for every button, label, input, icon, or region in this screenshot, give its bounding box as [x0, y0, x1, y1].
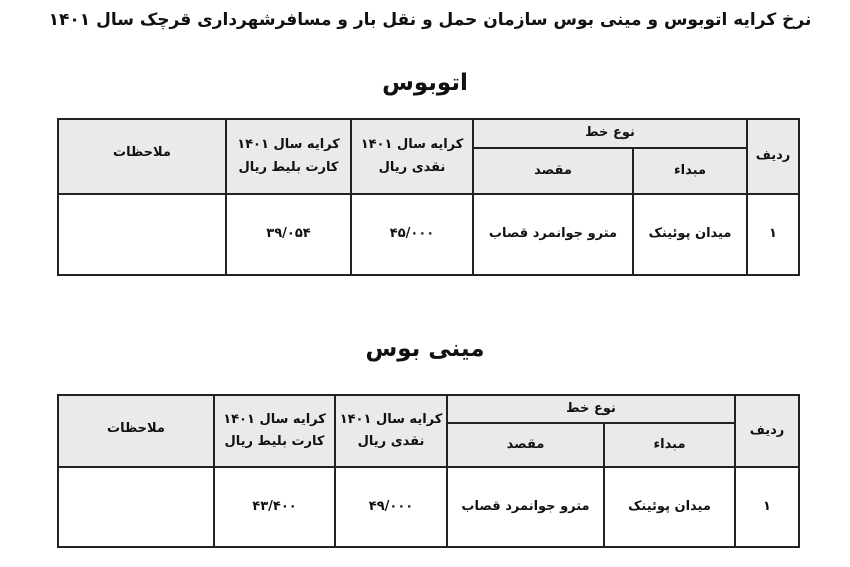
header-cash-fare [335, 395, 447, 467]
header-cash-fare-line2: نقدی ریال [378, 159, 446, 175]
header-route-type: نوع خط [447, 395, 735, 423]
header-origin: مبداء [633, 148, 747, 194]
cell-cash-fare: ۴۹/۰۰۰ [335, 467, 447, 547]
document-title: نرخ کرایه اتوبوس و مینی بوس سازمان حمل و نقل بار و مسافرشهرداری قرچک سال ۱۴۰۱ [48, 10, 812, 30]
header-notes: ملاحظات [58, 119, 226, 194]
header-card-fare-line1: کرایه سال ۱۴۰۱ [223, 411, 326, 427]
table-row [58, 194, 799, 275]
cell-card-fare: ۴۳/۴۰۰ [214, 467, 335, 547]
cell-notes [58, 467, 214, 547]
cell-notes [58, 194, 226, 275]
header-card-fare-line2: کارت بلیط ریال [238, 159, 339, 175]
header-row-number: ردیف [747, 119, 799, 194]
header-destination: مقصد [447, 423, 604, 467]
header-card-fare [226, 119, 351, 194]
cell-origin: میدان پوئینک [633, 194, 747, 275]
cell-card-fare: ۳۹/۰۵۴ [226, 194, 351, 275]
bus-fare-table [57, 118, 800, 276]
table-row [58, 467, 799, 547]
cell-row-number: ۱ [735, 467, 799, 547]
cell-destination: مترو جوانمرد قصاب [447, 467, 604, 547]
header-destination: مقصد [473, 148, 633, 194]
header-card-fare-line2: کارت بلیط ریال [224, 434, 325, 449]
header-cash-fare-line2: نقدی ریال [357, 434, 425, 449]
header-card-fare [214, 395, 335, 467]
cell-cash-fare: ۴۵/۰۰۰ [351, 194, 473, 275]
minibus-fare-table [57, 394, 800, 548]
header-notes: ملاحظات [58, 395, 214, 467]
bus-section-heading: اتوبوس [382, 70, 468, 96]
header-origin: مبداء [604, 423, 735, 467]
header-card-fare-line1: کرایه سال ۱۴۰۱ [237, 137, 340, 153]
minibus-section-heading: مینی بوس [365, 336, 485, 362]
header-route-type: نوع خط [473, 119, 747, 148]
cell-row-number: ۱ [747, 194, 799, 275]
header-cash-fare-line1: کرایه سال ۱۴۰۱ [360, 137, 464, 153]
cell-origin: میدان پوئینک [604, 467, 735, 547]
cell-destination: مترو جوانمرد قصاب [473, 194, 633, 275]
header-cash-fare [351, 119, 473, 194]
header-row-number: ردیف [735, 395, 799, 467]
header-cash-fare-line1: کرایه سال ۱۴۰۱ [339, 411, 443, 427]
